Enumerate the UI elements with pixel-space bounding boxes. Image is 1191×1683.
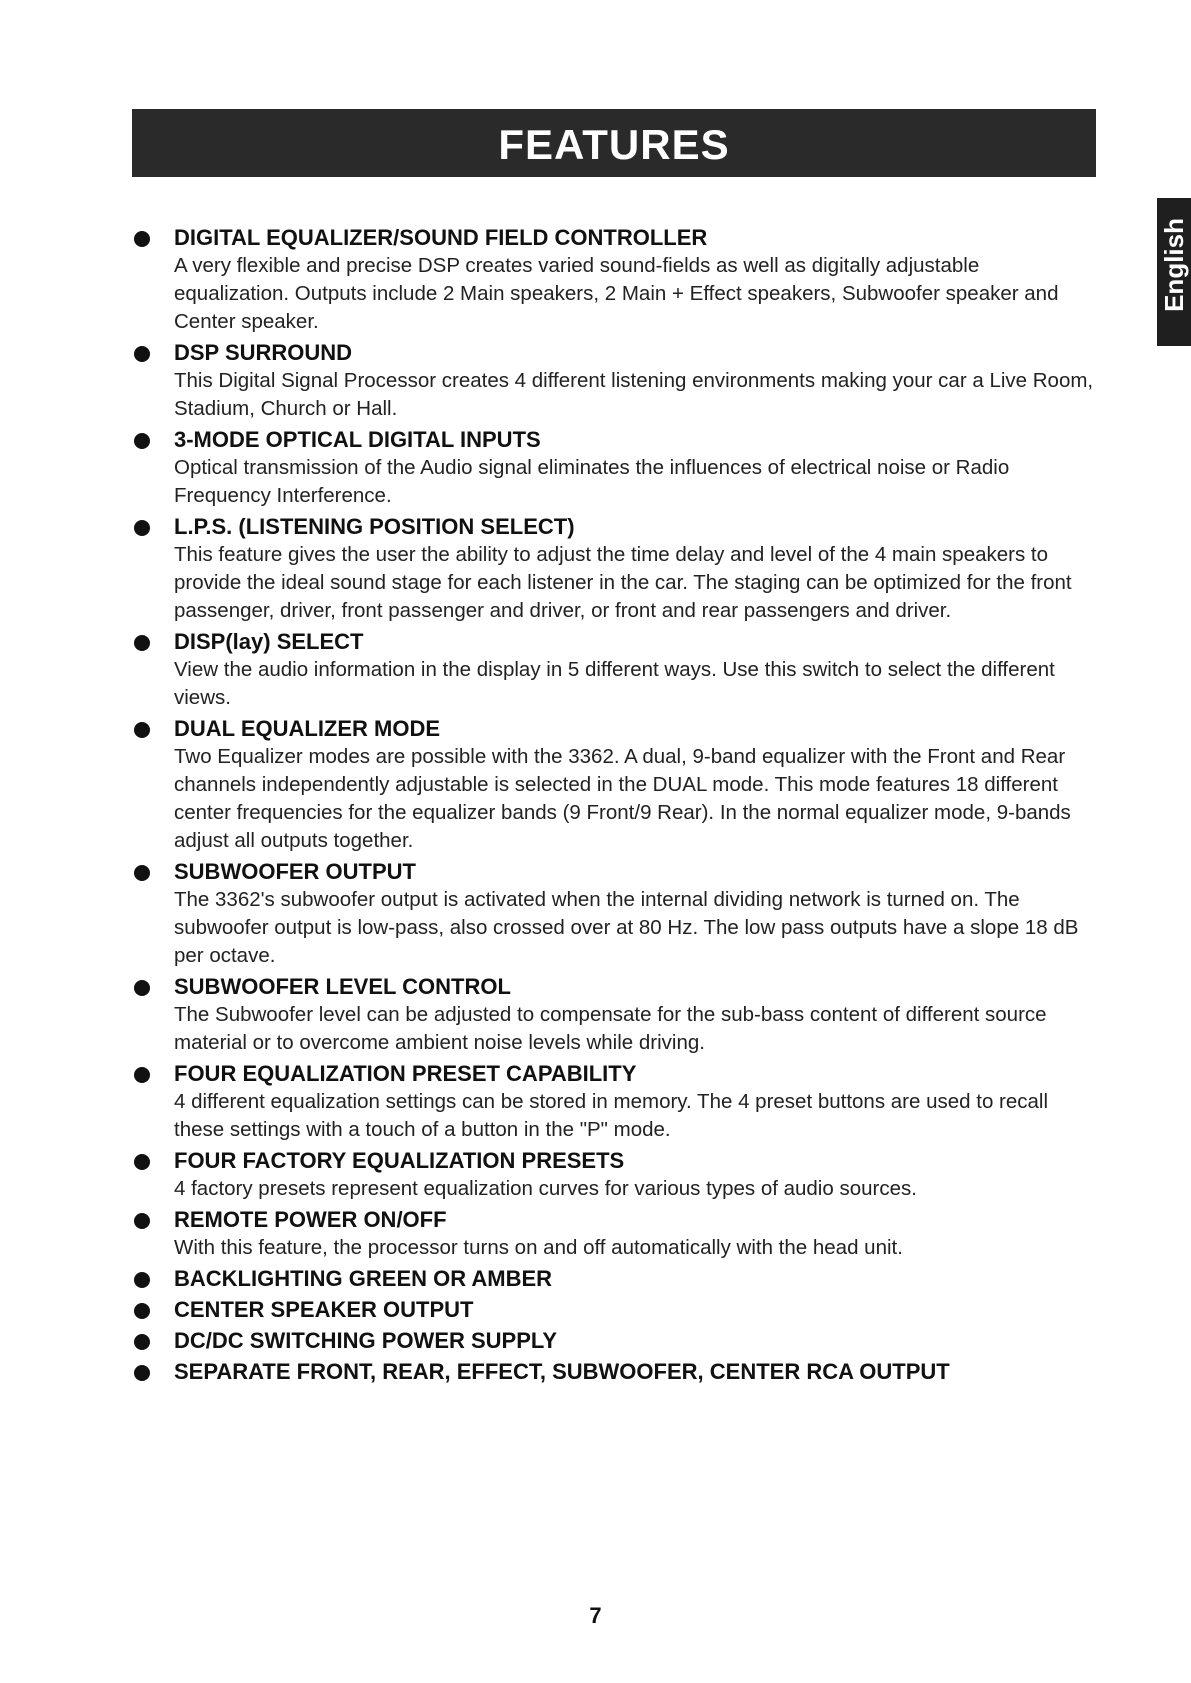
bullet-icon <box>134 635 150 651</box>
feature-title: SUBWOOFER LEVEL CONTROL <box>174 974 511 999</box>
feature-item <box>134 858 1094 970</box>
feature-item <box>134 1147 1094 1203</box>
feature-item <box>134 1060 1094 1144</box>
feature-title: DC/DC SWITCHING POWER SUPPLY <box>174 1328 557 1353</box>
feature-item <box>134 1327 1094 1355</box>
feature-title: BACKLIGHTING GREEN OR AMBER <box>174 1266 553 1291</box>
bullet-icon <box>134 722 150 738</box>
feature-description: This feature gives the user the ability to adjust the time delay and level of the 4 main speakers to provide the ideal sound stage for each listener in the car. The staging can be optimized for the front passenger, driver, front passenger and driver, or front and rear passengers and driver. <box>174 543 1072 622</box>
feature-item <box>134 973 1094 1057</box>
feature-item <box>134 1265 1094 1293</box>
features-list <box>134 224 1094 1389</box>
page-number: 7 <box>589 1603 602 1628</box>
feature-description: Two Equalizer modes are possible with the 3362. A dual, 9-band equalizer with the Front and Rear channels independently adjustable is selected in the DUAL mode. This mode features 18 different center frequencies for the equalizer bands (9 Front/9 Rear). In the normal equalizer mode, 9-bands adjust all outputs together. <box>174 745 1071 852</box>
bullet-icon <box>134 865 150 881</box>
bullet-icon <box>134 1334 150 1350</box>
feature-title: SUBWOOFER OUTPUT <box>174 859 416 884</box>
page-title: FEATURES <box>498 121 730 168</box>
feature-title: DUAL EQUALIZER MODE <box>174 716 441 741</box>
feature-title: SEPARATE FRONT, REAR, EFFECT, SUBWOOFER, CENTER RCA OUTPUT <box>174 1359 950 1384</box>
bullet-icon <box>134 346 150 362</box>
bullet-icon <box>134 433 150 449</box>
feature-title: DISP(lay) SELECT <box>174 629 364 654</box>
bullet-icon <box>134 1272 150 1288</box>
feature-description: 4 factory presets represent equalization curves for various types of audio sources. <box>174 1177 917 1200</box>
feature-item <box>134 513 1094 625</box>
bullet-icon <box>134 1365 150 1381</box>
feature-title: L.P.S. (LISTENING POSITION SELECT) <box>174 514 575 539</box>
bullet-icon <box>134 1213 150 1229</box>
bullet-icon <box>134 231 150 247</box>
bullet-icon <box>134 1154 150 1170</box>
feature-item <box>134 628 1094 712</box>
feature-title: 3-MODE OPTICAL DIGITAL INPUTS <box>174 427 541 452</box>
feature-item <box>134 1206 1094 1262</box>
feature-title: CENTER SPEAKER OUTPUT <box>174 1297 474 1322</box>
language-tab-label: English <box>1159 218 1189 312</box>
bullet-icon <box>134 1303 150 1319</box>
feature-description: A very flexible and precise DSP creates varied sound-fields as well as digitally adjustable equalization. Outputs include 2 Main speakers, 2 Main + Effect speakers, Subwoofer speaker and Center speaker. <box>174 254 1059 333</box>
bullet-icon <box>134 1067 150 1083</box>
bullet-icon <box>134 980 150 996</box>
feature-description: The Subwoofer level can be adjusted to compensate for the sub-bass content of different source material or to overcome ambient noise levels while driving. <box>174 1003 1047 1054</box>
features-banner <box>132 109 1096 177</box>
feature-item <box>134 1358 1094 1386</box>
feature-title: FOUR FACTORY EQUALIZATION PRESETS <box>174 1148 625 1173</box>
feature-item <box>134 426 1094 510</box>
feature-description: With this feature, the processor turns on and off automatically with the head unit. <box>174 1236 903 1259</box>
feature-item <box>134 715 1094 855</box>
language-tab <box>1157 198 1191 346</box>
feature-title: DIGITAL EQUALIZER/SOUND FIELD CONTROLLER <box>174 225 708 250</box>
feature-item <box>134 224 1094 336</box>
feature-description: View the audio information in the display in 5 different ways. Use this switch to select the different views. <box>174 658 1055 709</box>
bullet-icon <box>134 520 150 536</box>
feature-description: Optical transmission of the Audio signal eliminates the influences of electrical noise or Radio Frequency Interference. <box>174 456 1010 507</box>
feature-description: 4 different equalization settings can be stored in memory. The 4 preset buttons are used to recall these settings with a touch of a button in the "P" mode. <box>174 1090 1049 1141</box>
feature-description: The 3362's subwoofer output is activated when the internal dividing network is turned on. The subwoofer output is low-pass, also crossed over at 80 Hz. The low pass outputs have a slope 18 dB per octave. <box>174 888 1079 967</box>
feature-title: DSP SURROUND <box>174 340 353 365</box>
feature-item <box>134 339 1094 423</box>
feature-title: FOUR EQUALIZATION PRESET CAPABILITY <box>174 1061 637 1086</box>
feature-title: REMOTE POWER ON/OFF <box>174 1207 447 1232</box>
feature-description: This Digital Signal Processor creates 4 different listening environments making your car a Live Room, Stadium, Church or Hall. <box>174 369 1094 420</box>
feature-item <box>134 1296 1094 1324</box>
